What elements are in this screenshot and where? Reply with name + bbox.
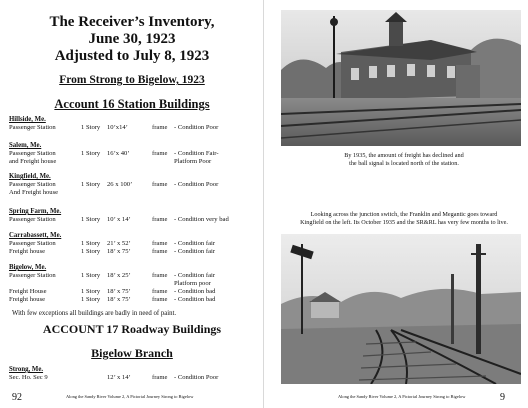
- item-cell: Freight House: [9, 288, 47, 295]
- condition-cell: - Condition Poor: [174, 124, 219, 131]
- size-cell: 10’x14’: [107, 124, 128, 131]
- size-cell: 18’ x 75’: [107, 248, 131, 255]
- story-cell: 1 Story: [81, 150, 101, 157]
- story-cell: 1 Story: [81, 288, 101, 295]
- item-cell: Freight house: [9, 296, 46, 303]
- caption-line: the ball signal is located north of the station.: [349, 159, 459, 167]
- station-photo-illustration: [281, 10, 521, 146]
- top-photo-caption: [286, 152, 522, 168]
- station-group: [9, 208, 259, 224]
- left-page-number: 92: [12, 392, 22, 403]
- type-cell: frame: [152, 296, 168, 303]
- type-cell: frame: [152, 181, 168, 188]
- location-heading: Salem, Me.: [9, 142, 42, 149]
- size-cell: 10’ x 14’: [107, 216, 131, 223]
- paint-note: With few exceptions all buildings are badly in need of paint.: [12, 310, 177, 317]
- inventory-row: [9, 296, 259, 304]
- inventory-row: [9, 272, 259, 280]
- bottom-photo-caption: [286, 211, 522, 227]
- caption-line: Looking across the junction switch, the Franklin and Megantic goes toward: [310, 211, 498, 218]
- type-cell: frame: [152, 124, 168, 131]
- type-cell: frame: [152, 288, 168, 295]
- size-cell: 21’ x 52’: [107, 240, 131, 247]
- station-group: [9, 232, 259, 256]
- station-group: [9, 116, 259, 132]
- station-photo: [281, 10, 521, 146]
- right-page-number: 9: [500, 392, 505, 403]
- location-heading: Kingfield, Me.: [9, 173, 51, 180]
- inventory-row: [9, 216, 259, 224]
- inventory-row: [9, 374, 259, 382]
- account-17-heading: ACCOUNT 17 Roadway Buildings: [42, 322, 222, 336]
- location-heading: Strong, Me.: [9, 366, 44, 373]
- item-cell: Passenger Station: [9, 181, 56, 188]
- type-cell: frame: [152, 374, 168, 381]
- inventory-row: [9, 248, 259, 256]
- size-cell: 18’ x 75’: [107, 288, 131, 295]
- inventory-row: [9, 189, 259, 197]
- station-group: [9, 173, 259, 197]
- story-cell: 1 Story: [81, 181, 101, 188]
- inventory-row: [9, 124, 259, 132]
- type-cell: frame: [152, 272, 168, 279]
- junction-photo-illustration: [281, 234, 521, 384]
- junction-photo: [281, 234, 521, 384]
- condition-cell: - Condition very bad: [174, 216, 229, 223]
- story-cell: 1 Story: [81, 248, 101, 255]
- location-heading: Hillside, Me.: [9, 116, 46, 123]
- station-group: [9, 264, 259, 304]
- item-cell: Passenger Station: [9, 272, 56, 279]
- page-title-line-2: June 30, 1923: [88, 31, 176, 47]
- item-cell: Passenger Station: [9, 216, 56, 223]
- story-cell: 1 Story: [81, 216, 101, 223]
- condition-cell: - Condition bad: [174, 288, 216, 295]
- type-cell: frame: [152, 216, 168, 223]
- size-cell: 16’x 40’: [107, 150, 130, 157]
- route-subtitle: From Strong to Bigelow, 1923: [59, 74, 205, 86]
- item-cell: Passenger Station: [9, 150, 56, 157]
- page-title-line-1: The Receiver’s Inventory,: [49, 14, 215, 30]
- caption-line: By 1935, the amount of freight has declined and: [344, 152, 464, 159]
- type-cell: frame: [152, 150, 168, 157]
- strong-section: [9, 366, 259, 382]
- item-cell: Sec. Ho. Sec 9: [9, 374, 48, 381]
- page-title-line-3: Adjusted to July 8, 1923: [54, 48, 210, 64]
- location-heading: Carrabassett, Me.: [9, 232, 62, 239]
- story-cell: 1 Story: [81, 272, 101, 279]
- location-heading: Bigelow, Me.: [9, 264, 47, 271]
- inventory-row: [9, 240, 259, 248]
- condition-cell: Platform Poor: [174, 158, 212, 165]
- story-cell: 1 Story: [81, 124, 101, 131]
- condition-cell: - Condition fair: [174, 248, 216, 255]
- right-footer: Along the Sandy River Volume 2, A Pictorial Journey Strong to Bigelow: [338, 394, 466, 399]
- item-cell: and Freight house: [9, 158, 57, 165]
- type-cell: frame: [152, 248, 168, 255]
- item-cell: Passenger Station: [9, 124, 56, 131]
- location-heading: Spring Farm, Me.: [9, 208, 62, 215]
- condition-cell: - Condition fair: [174, 240, 216, 247]
- condition-cell: - Condition Fair-: [174, 150, 219, 157]
- inventory-row: [9, 288, 259, 296]
- size-cell: 12’ x 14’: [107, 374, 131, 381]
- inventory-row: [9, 181, 259, 189]
- inventory-row: [9, 158, 259, 166]
- station-group: [9, 142, 259, 166]
- caption-line: Kingfield on the left. Its October 1935 and the SR&RL has very few months to live.: [300, 218, 508, 226]
- item-cell: Freight house: [9, 248, 46, 255]
- story-cell: 1 Story: [81, 296, 101, 303]
- type-cell: frame: [152, 240, 168, 247]
- account-16-heading: Account 16 Station Buildings: [54, 97, 210, 111]
- condition-cell: - Condition Poor: [174, 181, 219, 188]
- branch-heading: Bigelow Branch: [91, 346, 173, 360]
- inventory-row: [9, 150, 259, 158]
- size-cell: 18’ x 75’: [107, 296, 131, 303]
- item-cell: Passenger Station: [9, 240, 56, 247]
- inventory-row: [9, 280, 259, 288]
- condition-cell: - Condition Poor: [174, 374, 219, 381]
- size-cell: 26 x 100’: [107, 181, 133, 188]
- left-footer: Along the Sandy River Volume 2, A Pictorial Journey Strong to Bigelow: [66, 394, 194, 399]
- condition-cell: - Condition bad: [174, 296, 216, 303]
- condition-cell: - Condition fair: [174, 272, 216, 279]
- size-cell: 18’ x 25’: [107, 272, 131, 279]
- item-cell: And Freight house: [9, 189, 59, 196]
- story-cell: 1 Story: [81, 240, 101, 247]
- condition-cell: Platform poor: [174, 280, 211, 287]
